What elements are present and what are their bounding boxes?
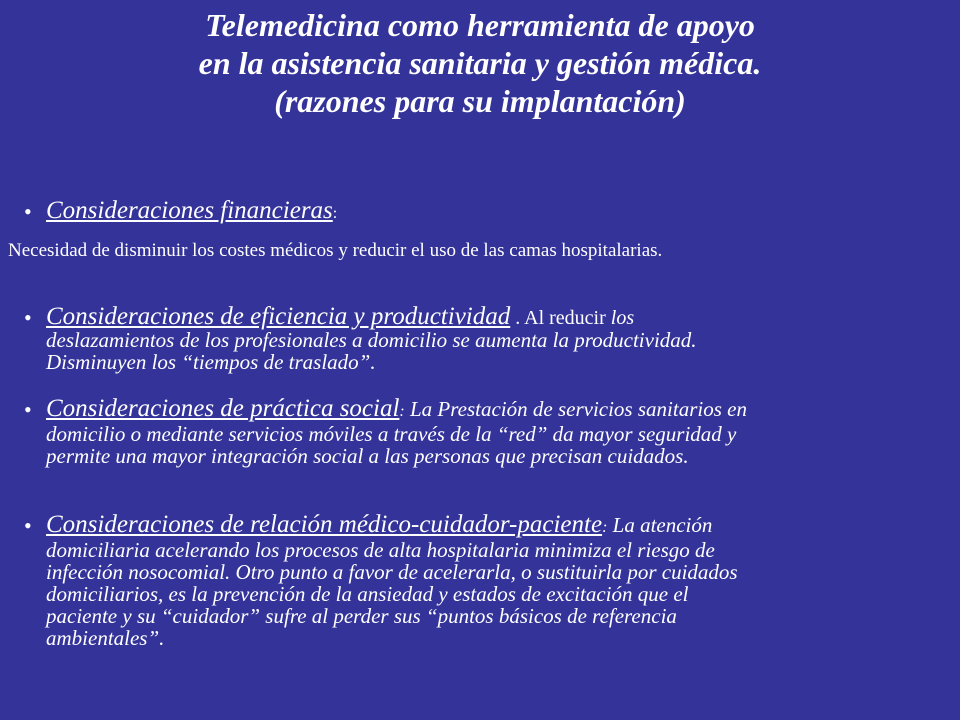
title-line-2: en la asistencia sanitaria y gestión médica. bbox=[198, 45, 762, 81]
bullet-line: los bbox=[610, 307, 635, 329]
bullet-line: La Prestación de servicios sanitarios en bbox=[404, 397, 747, 421]
bullet-line: ambientales”. bbox=[46, 626, 165, 650]
financieras-description: Necesidad de disminuir los costes médicos y reducir el uso de las camas hospitalarias. bbox=[8, 240, 663, 261]
bullet-line: domiciliarios, es la prevención de la ansiedad y estados de excitación que el bbox=[46, 582, 689, 606]
title-line-1: Telemedicina como herramienta de apoyo bbox=[205, 7, 755, 43]
bullet-text bbox=[46, 511, 946, 650]
bullet-line: La atención bbox=[607, 513, 713, 537]
bullet-text bbox=[46, 303, 946, 374]
bullet-heading: Consideraciones de práctica social bbox=[46, 395, 400, 422]
bullet-suffix: : bbox=[332, 205, 338, 222]
bullet-text bbox=[46, 197, 946, 225]
bullet-heading: Consideraciones de eficiencia y productividad bbox=[46, 303, 511, 330]
bullet-line: permite una mayor integración social a las personas que precisan cuidados. bbox=[46, 444, 689, 468]
bullet-dot: • bbox=[24, 305, 32, 330]
bullet-line: deslazamientos de los profesionales a domicilio se aumenta la productividad. bbox=[46, 328, 697, 352]
bullet-dot: • bbox=[24, 513, 32, 538]
bullet-heading: Consideraciones financieras bbox=[46, 197, 333, 224]
bullet-heading: Consideraciones de relación médico-cuidador-paciente bbox=[46, 511, 603, 538]
bullet-suffix: : bbox=[399, 403, 405, 420]
slide-title bbox=[0, 6, 960, 120]
bullet-suffix: : bbox=[602, 519, 608, 536]
bullet-line: paciente y su “cuidador” sufre al perder sus “puntos básicos de referencia bbox=[46, 604, 677, 628]
bullet-dot: • bbox=[24, 397, 32, 422]
bullet-line: domiciliaria acelerando los procesos de alta hospitalaria minimiza el riesgo de bbox=[46, 538, 715, 562]
bullet-line: infección nosocomial. Otro punto a favor de acelerarla, o sustituirla por cuidados bbox=[46, 560, 738, 584]
bullet-line: domicilio o mediante servicios móviles a través de la “red” da mayor seguridad y bbox=[46, 422, 737, 446]
bullet-dot: • bbox=[24, 199, 32, 224]
bullet-suffix: . Al reducir bbox=[510, 307, 611, 329]
bullet-line: Disminuyen los “tiempos de traslado”. bbox=[46, 350, 376, 374]
title-line-3: (razones para su implantación) bbox=[274, 83, 686, 119]
bullet-text bbox=[46, 395, 946, 468]
